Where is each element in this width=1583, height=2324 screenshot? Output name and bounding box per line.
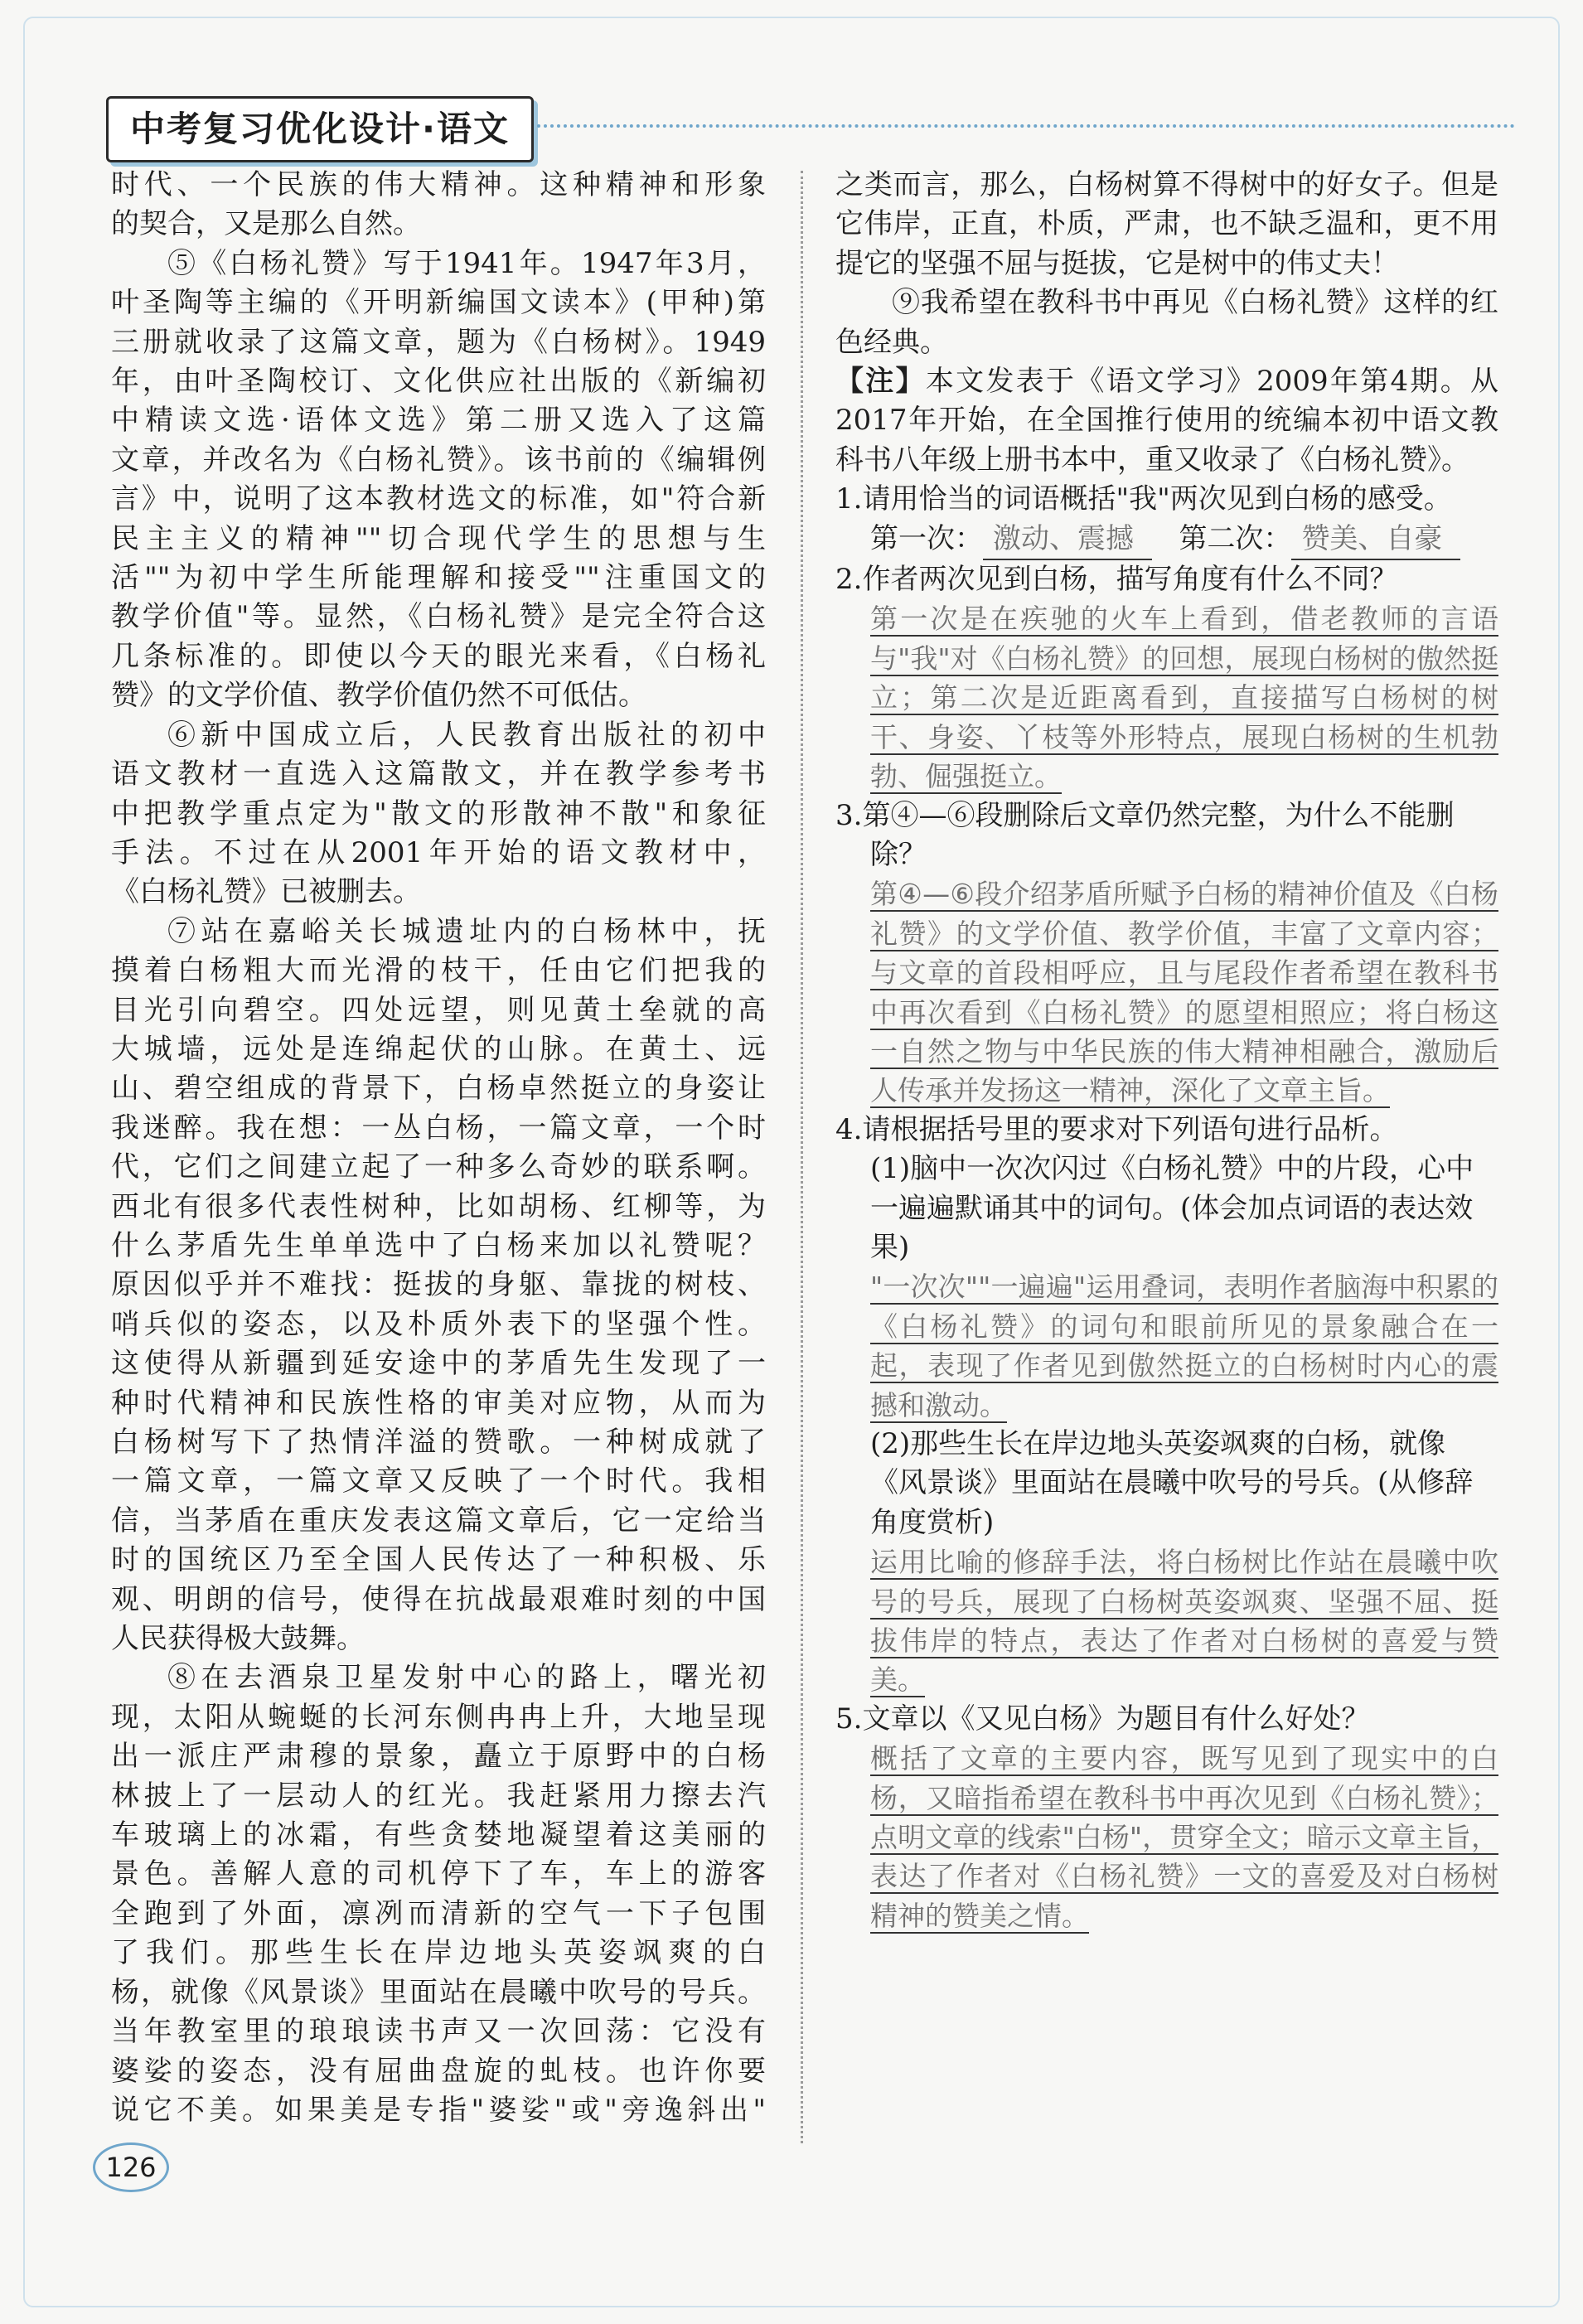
answer-3	[870, 874, 1498, 1110]
question-1: 1.请用恰当的词语概括"我"两次见到白杨的感受。	[835, 482, 1452, 516]
text-line: 年，由叶圣陶校订、文化供应社出版的《新编初	[111, 365, 766, 399]
note-text: 本文发表于《语文学习》2009年第4期。从2017年开始，在全国推行使用的统编本初中语文教科书八年级上册书本中，重又收录了《白杨礼赞》。	[835, 365, 1498, 477]
first-answer: 激动、震撼	[983, 520, 1152, 560]
text-line: 全跑到了外面，凛冽而清新的空气一下子包围	[111, 1896, 766, 1930]
text-line: 出一派庄严肃穆的景象，矗立于原野中的白杨	[111, 1740, 766, 1774]
question-5: 5.文章以《又见白杨》为题目有什么好处？	[835, 1702, 1370, 1736]
text-line: 摸着白杨粗大而光滑的枝干，任由它们把我的	[111, 954, 766, 988]
text-line: 赞》的文学价值、教学价值仍然不可低估。	[111, 679, 646, 713]
paragraph-9: ⑨我希望在教科书中再见《白杨礼赞》这样的红色经典。	[835, 286, 1498, 359]
text-line: 叶圣陶等主编的《开明新编国文读本》(甲种)第	[111, 286, 766, 320]
text-line: 景色。善解人意的司机停下了车，车上的游客	[111, 1857, 766, 1891]
answer-4-2	[870, 1542, 1498, 1700]
text-line: 我迷醉。我在想：一丛白杨，一篇文章，一个时	[111, 1111, 766, 1145]
note	[835, 362, 1498, 480]
text-line: 时的国统区乃至全国人民传达了一种积极、乐	[111, 1543, 766, 1577]
text-line: 代，它们之间建立起了一种多么奇妙的联系啊。	[111, 1150, 766, 1184]
text-line: 民主主义的精神""切合现代学生的思想与生	[111, 521, 766, 555]
text-line: 文章，并改名为《白杨礼赞》。该书前的《编辑例	[111, 443, 766, 477]
text-line: 现，太阳从蜿蜒的长河东侧冉冉上升，大地呈现	[111, 1700, 766, 1734]
question-4-sub-2: (2)那些生长在岸边地头英姿飒爽的白杨，就像《风景谈》里面站在晨曦中吹号的号兵。(从修辞角度赏析)	[870, 1427, 1474, 1539]
text-line: 原因似乎并不难找：挺拔的身躯、靠拢的树枝、	[111, 1268, 766, 1302]
answer-2	[870, 599, 1498, 796]
left-column	[111, 166, 766, 2130]
book-title: 中考复习优化设计·语文	[106, 96, 534, 162]
text-line: ⑥新中国成立后，人民教育出版社的初中	[167, 718, 766, 752]
text-line: 哨兵似的姿态，以及朴质外表下的坚强个性。	[111, 1307, 766, 1341]
answer-2-text: 第一次是在疾驰的火车上看到，借老教师的言语与"我"对《白杨礼赞》的回想，展现白杨树的傲然挺立；第二次是近距离看到，直接描写白杨树的树干、身姿、丫枝等外形特点，展现白杨树的生机勃勃、倔强挺立。	[870, 603, 1498, 793]
column-divider	[801, 171, 803, 2143]
text-line: 婆娑的姿态，没有屈曲盘旋的虬枝。也许你要	[111, 2054, 766, 2088]
text-line: 白杨树写下了热情洋溢的赞歌。一种树成就了	[111, 1426, 766, 1459]
question-4: 4.请根据括号里的要求对下列语句进行品析。	[835, 1112, 1398, 1146]
text-line: 林披上了一层动人的红光。我赶紧用力擦去汽	[111, 1779, 766, 1813]
right-column	[835, 166, 1498, 1935]
text-line: 时代、一个民族的伟大精神。这种精神和形象	[111, 168, 766, 201]
question-4-sub-1: (1)脑中一次次闪过《白杨礼赞》中的片段，心中一遍遍默诵其中的词句。(体会加点词语的表达效果)	[870, 1152, 1474, 1264]
text-line: 手法。不过在从2001年开始的语文教材中，	[111, 835, 766, 869]
text-line: ⑧在去酒泉卫星发射中心的路上，曙光初	[167, 1661, 766, 1695]
note-tag: 【注】	[835, 365, 926, 399]
text-line: 几条标准的。即使以今天的眼光来看，《白杨礼	[111, 639, 766, 673]
question-1-answers	[870, 520, 1498, 560]
second-answer: 赞美、自豪	[1291, 520, 1460, 560]
first-label: 第一次：	[870, 521, 983, 555]
text-line: 当年教室里的琅琅读书声又一次回荡：它没有	[111, 2015, 766, 2049]
text-line: ⑦站在嘉峪关长城遗址内的白杨林中，抚	[167, 914, 766, 948]
text-line: 西北有很多代表性树种，比如胡杨、红柳等，为	[111, 1189, 766, 1223]
text-line: 目光引向碧空。四处远望，则见黄土垒就的高	[111, 993, 766, 1027]
paragraph-continued: 之类而言，那么，白杨树算不得树中的好女子。但是它伟岸，正直，朴质，严肃，也不缺乏温和，更不用提它的坚强不屈与挺拔，它是树中的伟丈夫！	[835, 168, 1498, 280]
text-line: 的契合，又是那么自然。	[111, 207, 421, 241]
text-line: 信，当茅盾在重庆发表这篇文章后，它一定给当	[111, 1503, 766, 1537]
text-line: 中精读文选·语体文选》第二册又选入了这篇	[111, 404, 766, 438]
text-line: 中把教学重点定为"散文的形散神不散"和象征	[111, 796, 766, 830]
text-line: 一篇文章，一篇文章又反映了一个时代。我相	[111, 1465, 766, 1498]
text-line: ⑤《白杨礼赞》写于1941年。1947年3月，	[167, 246, 766, 280]
text-line: 种时代精神和民族性格的审美对应物，从而为	[111, 1386, 766, 1420]
text-line: 山、碧空组成的背景下，白杨卓然挺立的身姿让	[111, 1072, 766, 1106]
text-line: 这使得从新疆到延安途中的茅盾先生发现了一	[111, 1347, 766, 1381]
text-line: 人民获得极大鼓舞。	[111, 1622, 365, 1656]
answer-4-1-text: "一次次""一遍遍"运用叠词，表明作者脑海中积累的《白杨礼赞》的词句和眼前所见的景象融合在一起，表现了作者见到傲然挺立的白杨树时内心的震撼和激动。	[870, 1271, 1498, 1421]
text-line: 大城墙，远处是连绵起伏的山脉。在黄土、远	[111, 1032, 766, 1066]
text-line: 三册就收录了这篇文章，题为《白杨树》。1949	[111, 325, 766, 359]
text-line: 教学价值"等。显然，《白杨礼赞》是完全符合这	[111, 600, 766, 634]
text-line: 车玻璃上的冰霜，有些贪婪地凝望着这美丽的	[111, 1818, 766, 1852]
text-line: 观、明朗的信号，使得在抗战最艰难时刻的中国	[111, 1582, 766, 1616]
text-line: 言》中，说明了这本教材选文的标准，如"符合新	[111, 482, 766, 516]
answer-5	[870, 1739, 1498, 1935]
answer-5-text: 概括了文章的主要内容，既写见到了现实中的白杨，又暗指希望在教科书中再次见到《白杨礼赞》；点明文章的线索"白杨"，贯穿全文；暗示文章主旨，表达了作者对《白杨礼赞》一文的喜爱及对白杨树精神的赞美之情。	[870, 1742, 1498, 1932]
text-line: 说它不美。如果美是专指"婆娑"或"旁逸斜出"	[111, 2093, 766, 2127]
page-number: 126	[93, 2142, 169, 2192]
text-line: 了我们。那些生长在岸边地头英姿飒爽的白	[111, 1936, 766, 1970]
question-3: 3.第④—⑥段删除后文章仍然完整，为什么不能删除？	[835, 798, 1455, 871]
question-2: 2.作者两次见到白杨，描写角度有什么不同？	[835, 563, 1398, 597]
text-line: 语文教材一直选入这篇散文，并在教学参考书	[111, 758, 766, 792]
text-line: 《白杨礼赞》已被删去。	[111, 875, 421, 909]
second-label: 第二次：	[1179, 521, 1292, 555]
answer-4-1	[870, 1267, 1498, 1425]
text-line: 什么茅盾先生单单选中了白杨来加以礼赞呢？	[111, 1228, 766, 1262]
page-header	[106, 96, 1515, 159]
text-line: 活""为初中学生所能理解和接受""注重国文的	[111, 561, 766, 595]
text-line: 杨，就像《风景谈》里面站在晨曦中吹号的号兵。	[111, 1975, 766, 2009]
header-dotted-rule	[537, 124, 1515, 128]
answer-3-text: 第④—⑥段介绍茅盾所赋予白杨的精神价值及《白杨礼赞》的文学价值、教学价值，丰富了文章内容；与文章的首段相呼应，且与尾段作者希望在教科书中再次看到《白杨礼赞》的愿望相照应；将白杨这一自然之物与中华民族的伟大精神相融合，激励后人传承并发扬这一精神，深化了文章主旨。	[870, 878, 1498, 1107]
answer-4-2-text: 运用比喻的修辞手法，将白杨树比作站在晨曦中吹号的号兵，展现了白杨树英姿飒爽、坚强不屈、挺拔伟岸的特点，表达了作者对白杨树的喜爱与赞美。	[870, 1546, 1498, 1697]
